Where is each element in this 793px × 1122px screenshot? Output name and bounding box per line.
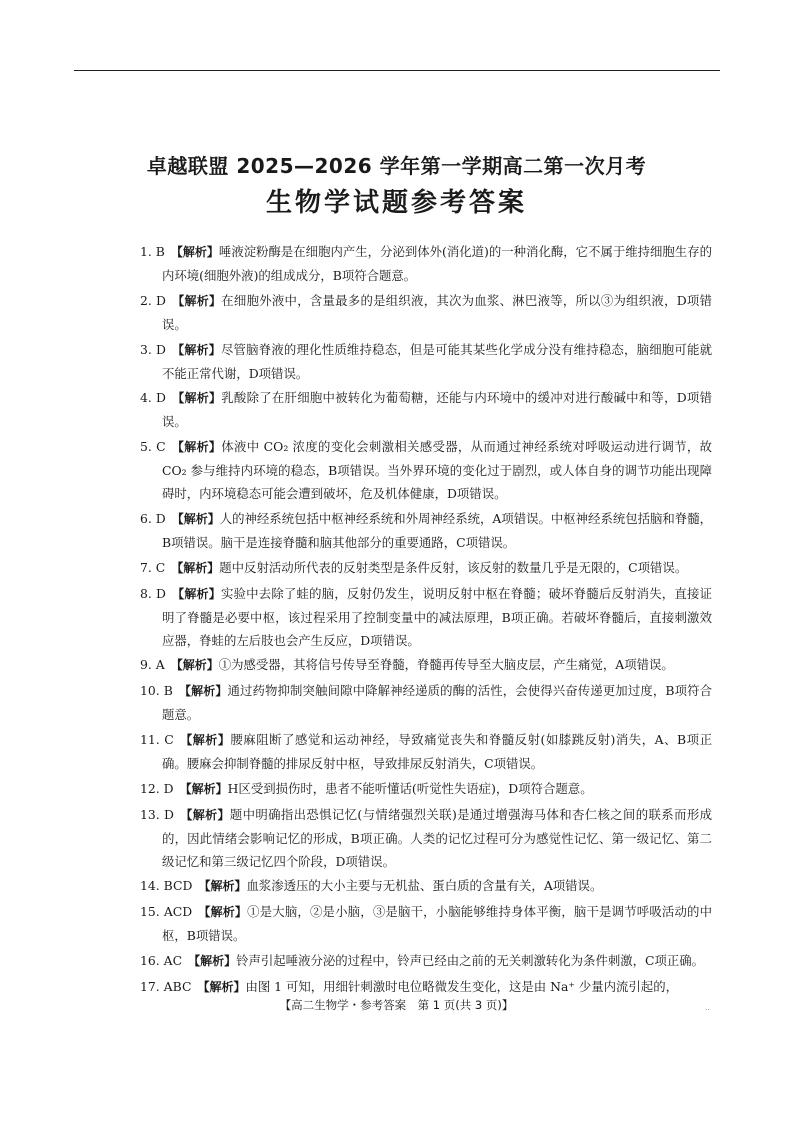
answer-item <box>140 435 712 505</box>
analysis-tag: 【解析】 <box>171 440 222 455</box>
analysis-text: ①是大脑，②是小脑，③是脑干，小脑能够维持身体平衡，脑干是调节呼吸活动的中枢，B项错误。 <box>162 904 712 944</box>
answer-letter: C <box>156 439 166 455</box>
question-number: 16. <box>140 952 160 968</box>
answer-letter: D <box>164 806 174 822</box>
analysis-tag: 【解析】 <box>171 293 222 308</box>
answer-letter: BCD <box>163 878 193 894</box>
question-number: 1. <box>140 244 152 259</box>
answer-letter: C <box>155 559 166 575</box>
answer-letter: B <box>155 244 165 259</box>
answer-item <box>140 874 712 898</box>
question-number: 9. <box>140 657 152 673</box>
analysis-text: H区受到损伤时，患者不能听懂话(听觉性失语症)，D项符合题意。 <box>227 780 593 796</box>
question-number: 11. <box>140 731 160 747</box>
analysis-text: 通过药物抑制突触间隙中降解神经递质的酶的活性，会使得兴奋传递更加过度，B项符合题意。 <box>162 683 712 723</box>
answer-letter: ABC <box>163 978 192 994</box>
analysis-tag: 【解析】 <box>171 511 220 526</box>
analysis-tag: 【解析】 <box>179 732 231 747</box>
analysis-tag: 【解析】 <box>178 684 228 699</box>
analysis-text: 由图 1 可知，用细针刺激时电位略微发生变化，这是由 Na⁺ 少量内流引起的， <box>245 978 678 994</box>
answer-letter: ACD <box>163 904 193 920</box>
answer-item <box>140 240 712 287</box>
footer-mark: .. <box>705 1003 711 1012</box>
answer-item <box>140 386 712 433</box>
analysis-text: 尽管脑脊液的理化性质维持稳态，但是可能其某些化学成分没有维持稳态，脑细胞可能就不能正常代谢，D项错误。 <box>162 341 712 381</box>
answer-item <box>140 777 712 801</box>
answer-letter: AC <box>163 952 183 968</box>
answer-item <box>140 975 712 999</box>
analysis-text: 血浆渗透压的大小主要与无机盐、蛋白质的含量有关，A项错误。 <box>246 878 603 894</box>
answer-item <box>140 507 712 554</box>
analysis-text: 唾液淀粉酶是在细胞内产生，分泌到体外(消化道)的一种消化酶，它不属于维持细胞生存的内环境(细胞外液)的组成成分，B项符合题意。 <box>162 244 712 283</box>
answer-letter: C <box>164 731 174 747</box>
answer-list <box>140 240 712 1001</box>
analysis-text: 腰麻阻断了感觉和运动神经，导致痛觉丧失和脊髓反射(如膝跳反射)消失，A、B项正确。腰麻会抑制脊髓的排尿反射中枢，导致排尿反射消失，C项错误。 <box>162 731 712 771</box>
answer-item <box>140 949 712 973</box>
analysis-tag: 【解析】 <box>197 979 246 994</box>
answer-letter: D <box>155 341 166 357</box>
analysis-tag: 【解析】 <box>198 905 248 920</box>
analysis-tag: 【解析】 <box>171 391 222 406</box>
analysis-text: 题中反射活动所代表的反射类型是条件反射，该反射的数量几乎是无限的，C项错误。 <box>219 559 688 575</box>
question-number: 17. <box>140 978 160 994</box>
analysis-tag: 【解析】 <box>170 658 219 673</box>
answer-letter: D <box>156 390 166 406</box>
question-number: 10. <box>140 683 160 699</box>
analysis-text: ①为感受器，其将信号传导至脊髓，脊髓再传导至大脑皮层，产生痛觉，A项错误。 <box>218 657 674 673</box>
analysis-tag: 【解析】 <box>171 342 221 357</box>
question-number: 4. <box>140 390 152 406</box>
answer-item <box>140 679 712 726</box>
analysis-text: 实验中去除了蛙的脑，反射仍发生，说明反射中枢在脊髓；破坏脊髓后反射消失，直接证明了脊髓是必要中枢，该过程采用了控制变量中的减法原理，B项正确。若破坏脊髓后，直接刺激效应器，脊蛙的左后肢也会产生反应，D项错误。 <box>162 585 712 648</box>
answer-item <box>140 556 712 580</box>
answer-item <box>140 803 712 873</box>
analysis-tag: 【解析】 <box>171 560 220 575</box>
answer-item <box>140 582 712 652</box>
analysis-tag: 【解析】 <box>170 245 219 259</box>
question-number: 6. <box>140 510 152 526</box>
analysis-text: 体液中 CO₂ 浓度的变化会刺激相关感受器，从而通过神经系统对呼吸运动进行调节，故 CO₂ 参与维持内环境的稳态，B项错误。当外界环境的变化过于剧烈，或人体自身的调节功能出现障碍时，内环境稳态可能会遭到破坏，危及机体健康，D项错误。 <box>162 439 712 502</box>
question-number: 13. <box>140 806 160 822</box>
analysis-tag: 【解析】 <box>179 781 228 796</box>
analysis-tag: 【解析】 <box>179 807 230 822</box>
answer-letter: D <box>155 585 166 601</box>
answer-item <box>140 289 712 336</box>
exam-title: 卓越联盟 2025—2026 学年第一学期高二第一次月考 <box>146 154 647 178</box>
answer-letter: D <box>155 510 166 526</box>
top-rule <box>74 70 720 71</box>
analysis-text: 乳酸除了在肝细胞中被转化为葡萄糖，还能与内环境中的缓冲对进行酸碱中和等，D项错误。 <box>162 390 712 430</box>
question-number: 8. <box>140 585 152 601</box>
question-number: 2. <box>140 292 152 308</box>
page-footer: 【高二生物学・参考答案 第 1 页(共 3 页)】 <box>279 998 514 1012</box>
answer-item <box>140 653 712 677</box>
answer-letter: D <box>163 780 174 796</box>
analysis-text: 铃声引起唾液分泌的过程中，铃声已经由之前的无关刺激转化为条件刺激，C项正确。 <box>236 952 705 968</box>
question-number: 14. <box>140 878 160 894</box>
analysis-text: 人的神经系统包括中枢神经系统和外周神经系统，A项错误。中枢神经系统包括脑和脊髓，B项错误。脑干是连接脊髓和脑其他部分的重要通路，C项错误。 <box>162 510 712 550</box>
question-number: 12. <box>140 780 160 796</box>
answer-item <box>140 900 712 947</box>
question-number: 5. <box>140 439 152 455</box>
analysis-tag: 【解析】 <box>171 586 221 601</box>
analysis-text: 题中明确指出恐惧记忆(与情绪强烈关联)是通过增强海马体和杏仁核之间的联系而形成的，因此情绪会影响记忆的形成，B项正确。人类的记忆过程可分为感觉性记忆、第一级记忆、第二级记忆和第三级记忆四个阶段，D项错误。 <box>162 806 712 869</box>
analysis-text: 在细胞外液中，含量最多的是组织液，其次为血浆、淋巴液等，所以③为组织液，D项错误。 <box>162 292 712 332</box>
analysis-tag: 【解析】 <box>198 879 247 894</box>
answer-letter: B <box>163 683 173 699</box>
question-number: 15. <box>140 904 160 920</box>
answer-letter: A <box>155 657 165 673</box>
question-number: 3. <box>140 341 152 357</box>
answer-item <box>140 728 712 775</box>
document-title: 生物学试题参考答案 <box>265 188 527 218</box>
answer-letter: D <box>156 292 166 308</box>
analysis-tag: 【解析】 <box>188 953 237 968</box>
question-number: 7. <box>140 559 152 575</box>
answer-item <box>140 338 712 385</box>
